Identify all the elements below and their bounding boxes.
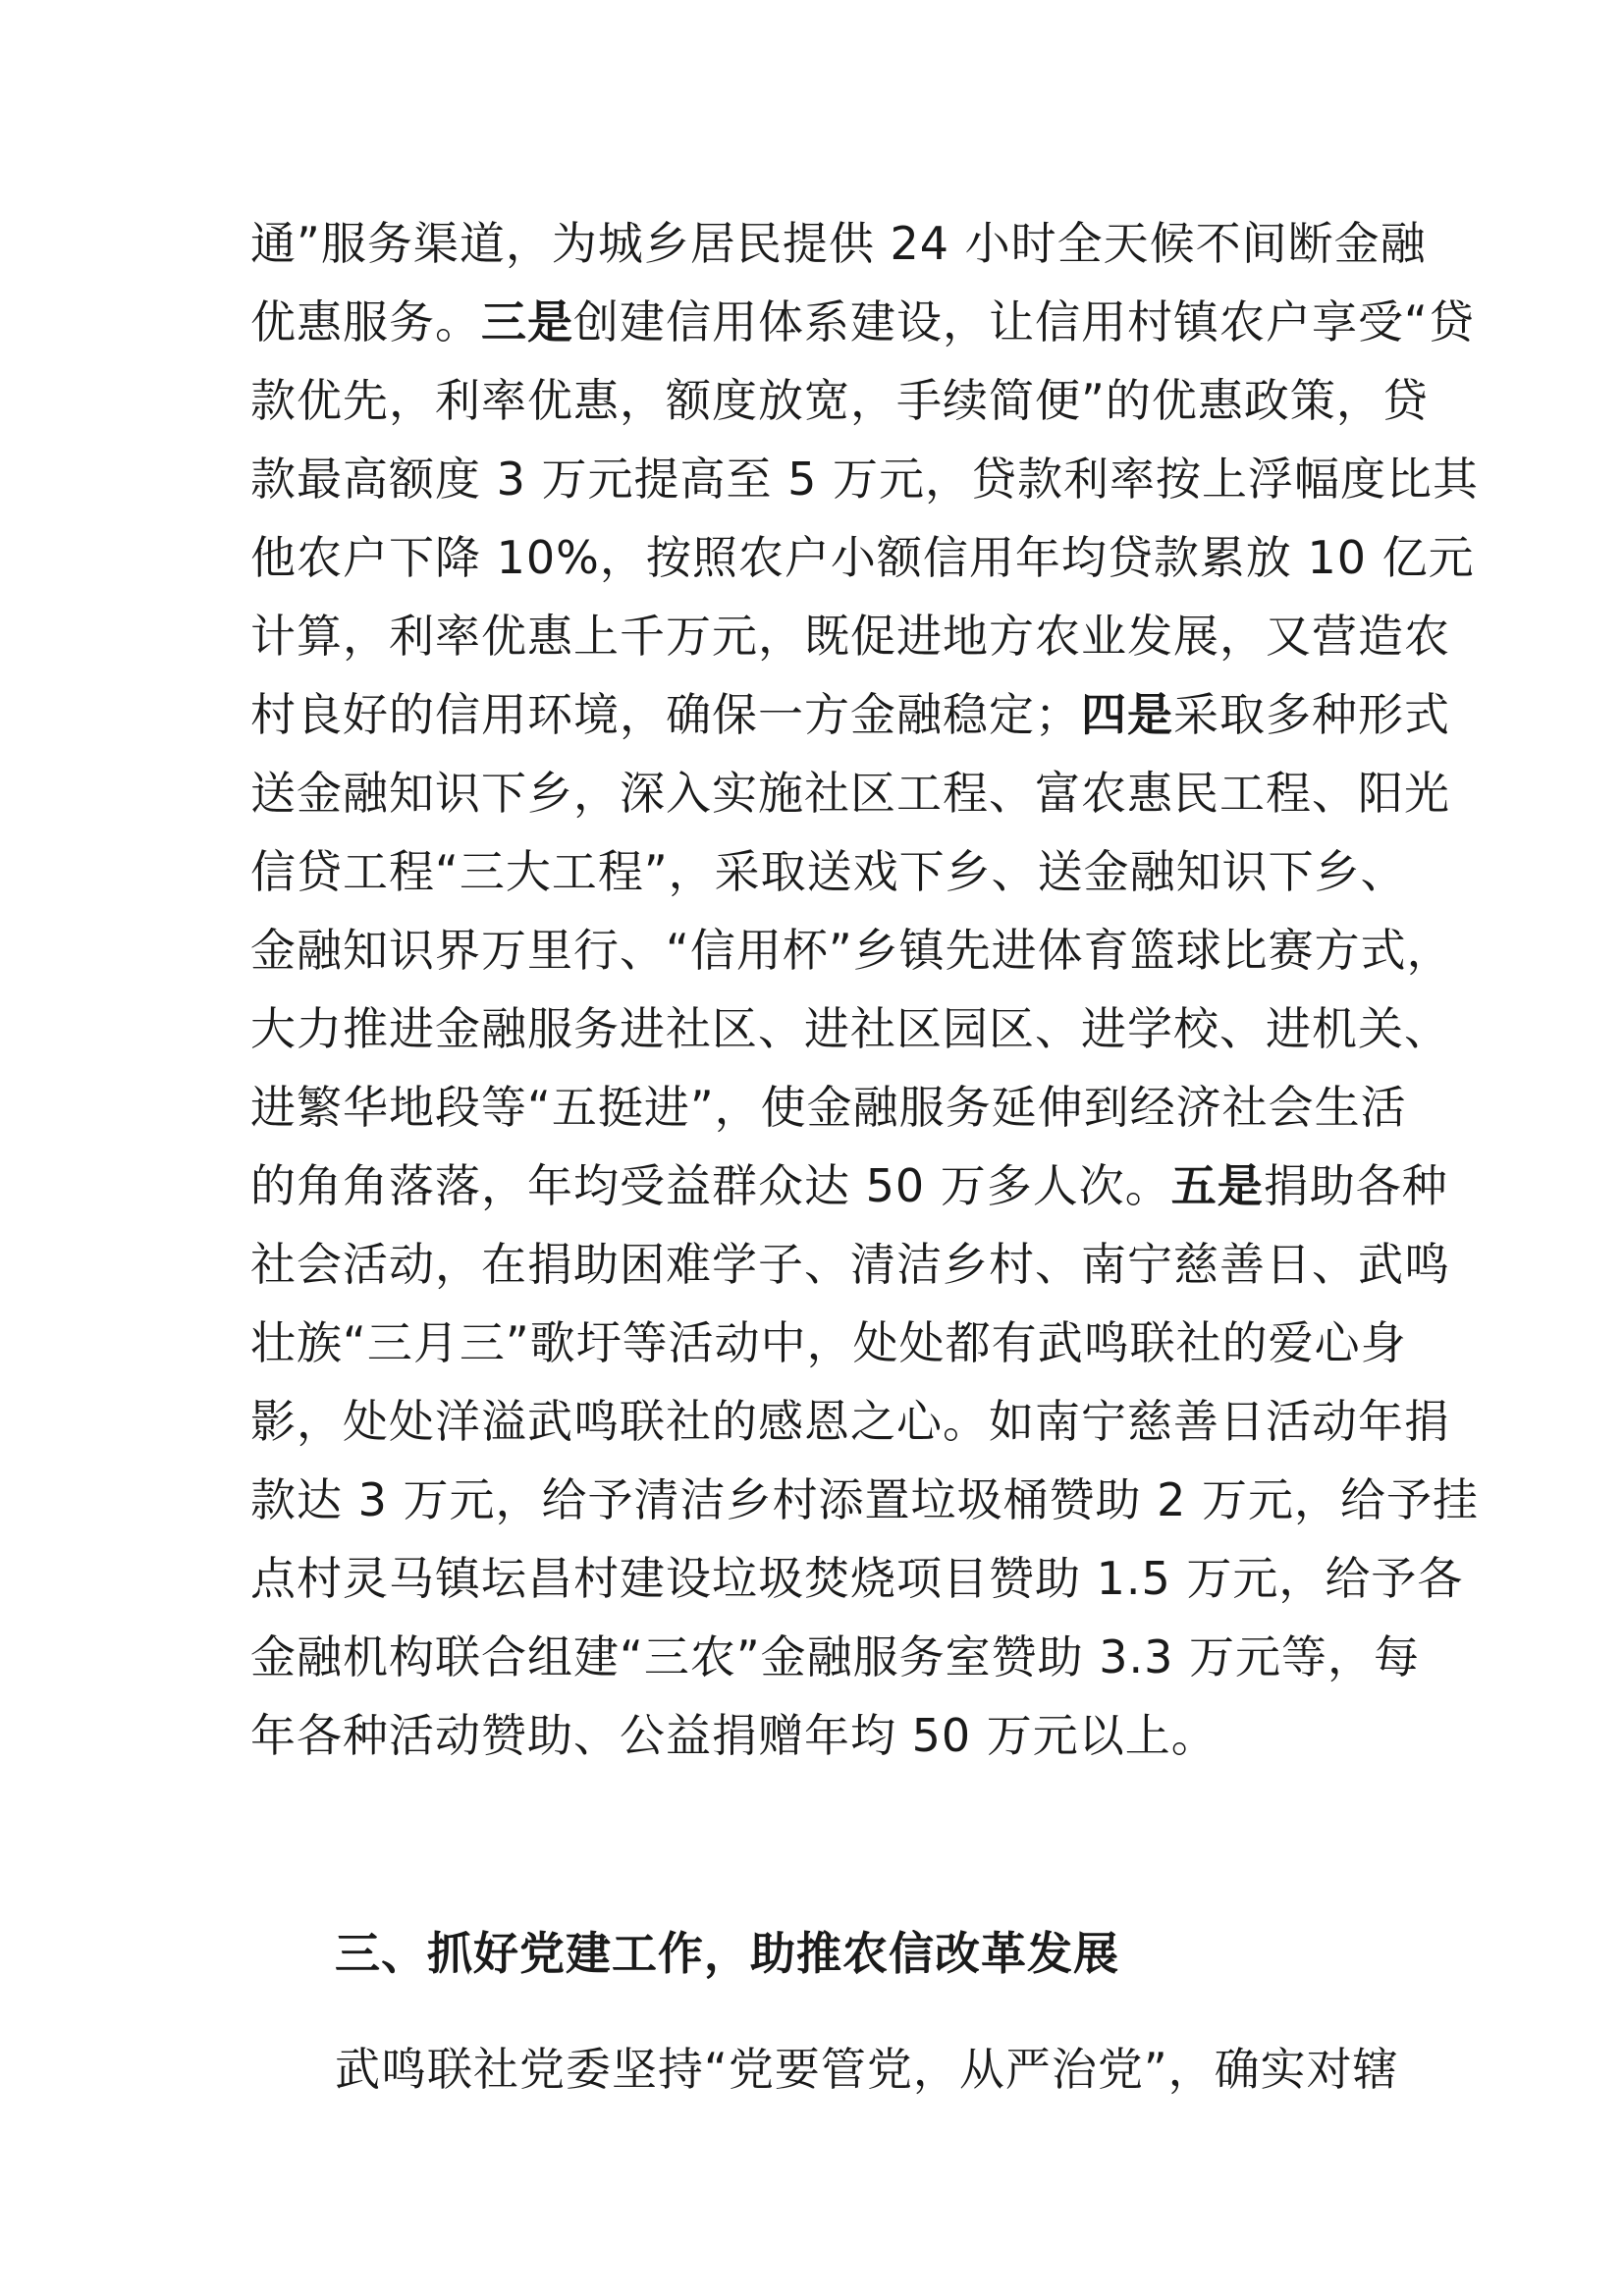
text-line: 影，处处洋溢武鸣联社的感恩之心。如南宁慈善日活动年捐 [250,1395,1450,1448]
text-line: 计算，利率优惠上千万元，既促进地方农业发展，又营造农 [250,610,1450,663]
text-line: 款达 3 万元，给予清洁乡村添置垃圾桶赞助 2 万元，给予挂 [250,1473,1480,1526]
text-line: 款最高额度 3 万元提高至 5 万元，贷款利率按上浮幅度比其 [250,453,1480,506]
text-line: 金融知识界万里行、“信用杯”乡镇先进体育篮球比赛方式， [250,924,1453,977]
text-line: 金融机构联合组建“三农”金融服务室赞助 3.3 万元等，每 [250,1630,1421,1683]
text-line [250,283,1475,361]
text-line: 武鸣联社党委坚持“党要管党，从严治党”，确实对辖 [335,2043,1399,2096]
text-segment: 的角角落落，年均受益群众达 50 万多人次。 [250,1159,1171,1212]
text-line [250,1147,1448,1225]
text-line: 通”服务渠道，为城乡居民提供 24 小时全天候不间断金融 [250,217,1427,270]
text-line: 社会活动，在捐助困难学子、清洁乡村、南宁慈善日、武鸣 [250,1238,1450,1291]
text-segment: 村良好的信用环境，确保一方金融稳定； [250,688,1081,741]
section-heading: 三、抓好党建工作，助推农信改革发展 [335,1927,1119,1980]
text-line: 进繁华地段等“五挺进”，使金融服务延伸到经济社会生活 [250,1081,1407,1134]
text-segment: 创建信用体系建设，让信用村镇农户享受“贷 [573,295,1475,348]
text-line [250,675,1450,754]
emphasis-si-shi: 四是 [1081,688,1173,741]
text-line: 送金融知识下乡，深入实施社区工程、富农惠民工程、阳光 [250,767,1450,820]
paragraph-body [250,204,1480,1775]
text-segment: 捐助各种 [1263,1159,1448,1212]
emphasis-san-shi: 三是 [481,295,573,348]
section-paragraph [250,2030,1399,2109]
emphasis-wu-shi: 五是 [1170,1159,1264,1212]
text-line: 大力推进金融服务进社区、进社区园区、进学校、进机关、 [250,1002,1450,1055]
text-line: 点村灵马镇坛昌村建设垃圾焚烧项目赞助 1.5 万元，给予各 [250,1552,1464,1605]
text-segment: 优惠服务。 [250,295,481,348]
text-line: 款优先，利率优惠，额度放宽，手续简便”的优惠政策，贷 [250,374,1429,427]
text-line: 他农户下降 10%，按照农户小额信用年均贷款累放 10 亿元 [250,531,1475,584]
text-line: 年各种活动赞助、公益捐赠年均 50 万元以上。 [250,1709,1218,1762]
text-line: 信贷工程“三大工程”，采取送戏下乡、送金融知识下乡、 [250,845,1407,898]
text-line: 壮族“三月三”歌圩等活动中，处处都有武鸣联社的爱心身 [250,1316,1407,1369]
text-segment: 采取多种形式 [1173,688,1450,741]
